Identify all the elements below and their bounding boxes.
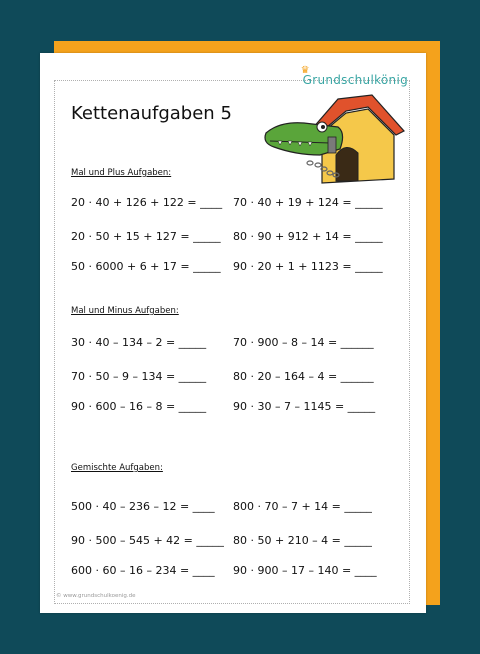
equation: 800 · 70 – 7 + 14 = _____ [233, 500, 372, 513]
page-title: Kettenaufgaben 5 [71, 103, 232, 124]
section-heading: Mal und Plus Aufgaben: [71, 168, 172, 178]
equation: 30 · 40 – 134 – 2 = _____ [71, 336, 207, 349]
equation: 70 · 40 + 19 + 124 = _____ [233, 196, 383, 209]
equation: 70 · 900 – 8 – 14 = ______ [233, 336, 374, 349]
copyright-footer: © www.grundschulkoenig.de [56, 593, 136, 599]
section-heading: Gemischte Aufgaben: [71, 463, 163, 473]
equation: 90 · 30 – 7 – 1145 = _____ [233, 400, 376, 413]
equation: 90 · 500 – 545 + 42 = _____ [71, 534, 224, 547]
section-heading: Mal und Minus Aufgaben: [71, 306, 179, 316]
equation: 70 · 50 – 9 – 134 = _____ [71, 370, 207, 383]
equation: 20 · 40 + 126 + 122 = ____ [71, 196, 223, 209]
worksheet-page [40, 53, 426, 613]
equation: 600 · 60 – 16 – 234 = ____ [71, 564, 215, 577]
equation: 90 · 600 – 16 – 8 = _____ [71, 400, 207, 413]
equation: 90 · 900 – 17 – 140 = ____ [233, 564, 377, 577]
brand-name: Grundschulkönig [302, 73, 408, 87]
brand-logo [300, 65, 408, 87]
equation: 20 · 50 + 15 + 127 = _____ [71, 230, 221, 243]
crown-icon: ♛ [300, 65, 310, 76]
crocodile-doghouse-illustration [260, 93, 405, 188]
equation: 50 · 6000 + 6 + 17 = _____ [71, 260, 221, 273]
equation: 500 · 40 – 236 – 12 = ____ [71, 500, 215, 513]
equation: 80 · 20 – 164 – 4 = ______ [233, 370, 374, 383]
equation: 90 · 20 + 1 + 1123 = _____ [233, 260, 383, 273]
equation: 80 · 50 + 210 – 4 = _____ [233, 534, 372, 547]
equation: 80 · 90 + 912 + 14 = _____ [233, 230, 383, 243]
